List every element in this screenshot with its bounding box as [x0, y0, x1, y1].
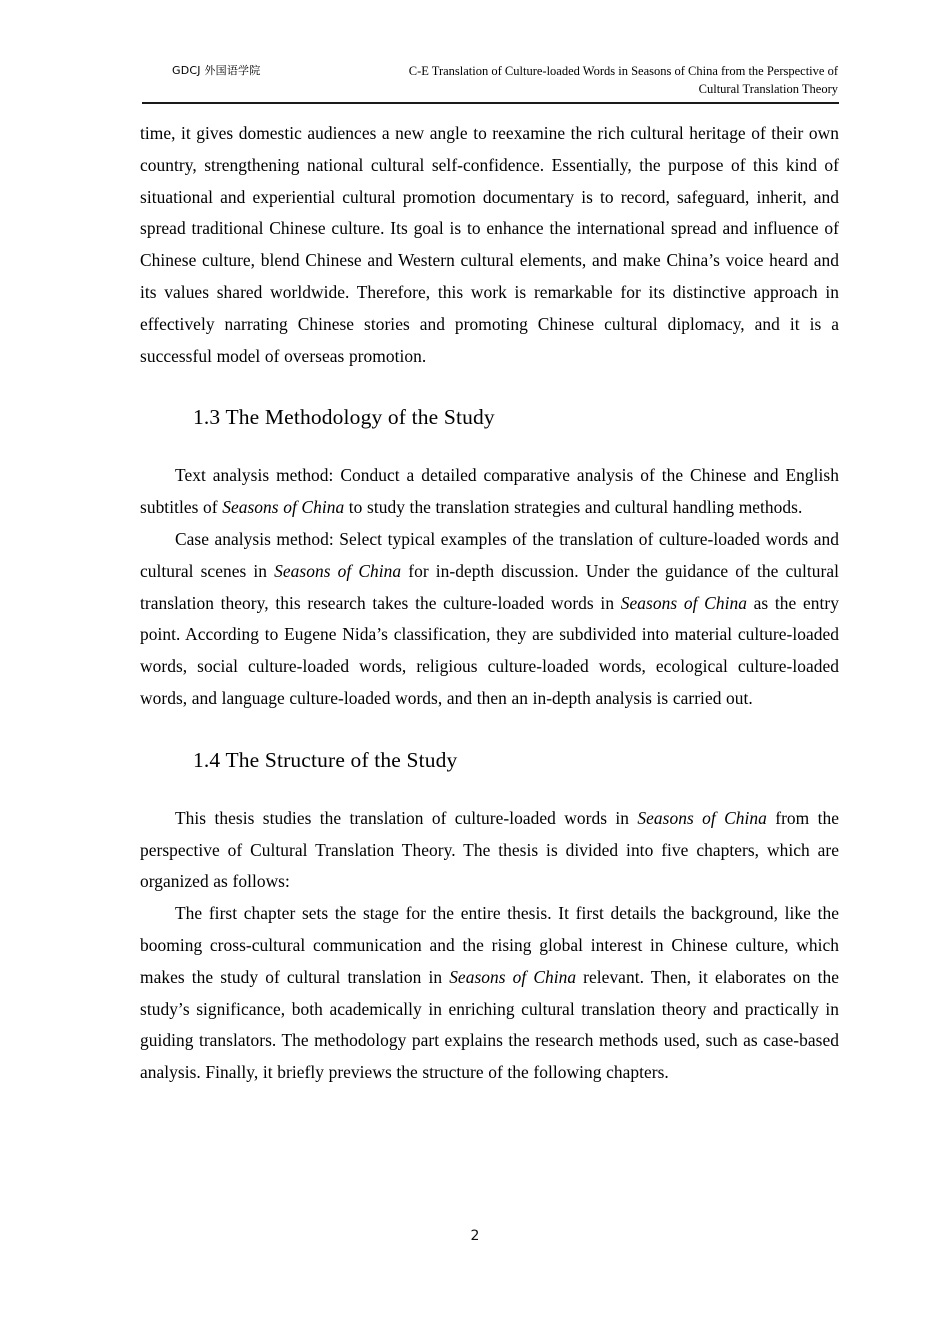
- text-analysis-tail: to study the translation strategies and cultural handling methods.: [344, 497, 803, 518]
- case-analysis-tail: as the entry point. According to Eugene Nida’s classification, they are subdivided into material culture-loaded words, social culture-loaded words, religious culture-loaded words, ecological culture-loaded words, and language culture-loaded words, and then an in-depth analysis is carried out.: [140, 592, 839, 708]
- spacer-before-heading-1-3: [140, 372, 839, 402]
- work-title-seasons-of-china: Seasons of China: [274, 560, 402, 581]
- page-number: 2: [470, 1228, 480, 1244]
- paragraph-intro-continuation: time, it gives domestic audiences a new angle to reexamine the rich cultural heritage of their own country, strengthening national cultural self-confidence. Essentially, the purpose of this kind of situational and experiential cultural promotion documentary is to record, safeguard, inherit, and spread traditional Chinese culture. Its goal is to enhance the international spread and influence of Chinese culture, blend Chinese and Western cultural elements, and make China’s voice heard and its values shared worldwide. Therefore, this work is remarkable for its distinctive approach in effectively narrating Chinese stories and promoting Chinese cultural diplomacy, and it is a successful model of overseas promotion.: [140, 123, 839, 366]
- case-analysis-lead: Case analysis method: Select typical examples of the translation of culture-loaded words and cultural scenes in: [140, 528, 839, 581]
- first-chapter-tail: relevant. Then, it elaborates on the study’s significance, both academically in enriching cultural translation theory and practically in guiding translators. The methodology part explains the research methods used, such as case-based analysis. Finally, it briefly previews the structure of the following chapters.: [140, 966, 839, 1083]
- text-analysis-lead: Text analysis method: Conduct a detailed comparative analysis of the Chinese and English subtitles of: [140, 465, 839, 518]
- work-title-seasons-of-china: Seasons of China: [637, 807, 767, 828]
- header-title-line-2: Cultural Translation Theory: [698, 82, 838, 96]
- page-content: [140, 118, 839, 1089]
- paragraph-first-chapter-summary: [140, 898, 839, 1089]
- thesis-overview-tail: from the perspective of Cultural Translation Theory. The thesis is divided into five chapters, which are organized as follows:: [140, 807, 839, 892]
- running-header: [142, 62, 838, 98]
- work-title-seasons-of-china: Seasons of China: [222, 497, 345, 518]
- first-chapter-lead: The first chapter sets the stage for the entire thesis. It first details the background, like the booming cross-cultural communication and the rising global interest in Chinese culture, which makes the study of cultural translation in: [140, 903, 839, 987]
- paragraph-thesis-overview: [140, 803, 839, 898]
- spacer-after-heading-1-3: [140, 432, 839, 460]
- running-header-row: [142, 62, 838, 98]
- spacer-after-heading-1-4: [140, 775, 839, 803]
- paragraph-text-analysis-method: [140, 460, 839, 524]
- case-analysis-middle: for in-depth discussion. Under the guidance of the cultural translation theory, this research takes the culture-loaded words in: [140, 560, 840, 613]
- header-title-block: [352, 62, 838, 98]
- work-title-seasons-of-china: Seasons of China: [449, 966, 577, 987]
- paragraph-case-analysis-method: [140, 524, 839, 715]
- header-title-line-1: C-E Translation of Culture-loaded Words in Seasons of China from the Perspective of: [408, 64, 838, 78]
- thesis-overview-lead: This thesis studies the translation of culture-loaded words in: [175, 807, 638, 828]
- header-institution-label: GDCJ 外国语学院: [172, 64, 261, 77]
- header-divider-rule: [142, 102, 839, 104]
- spacer-before-heading-1-4: [140, 715, 839, 745]
- heading-1-4: 1.4 The Structure of the Study: [193, 747, 458, 772]
- work-title-seasons-of-china: Seasons of China: [620, 592, 747, 613]
- heading-1-3: 1.3 The Methodology of the Study: [193, 405, 495, 430]
